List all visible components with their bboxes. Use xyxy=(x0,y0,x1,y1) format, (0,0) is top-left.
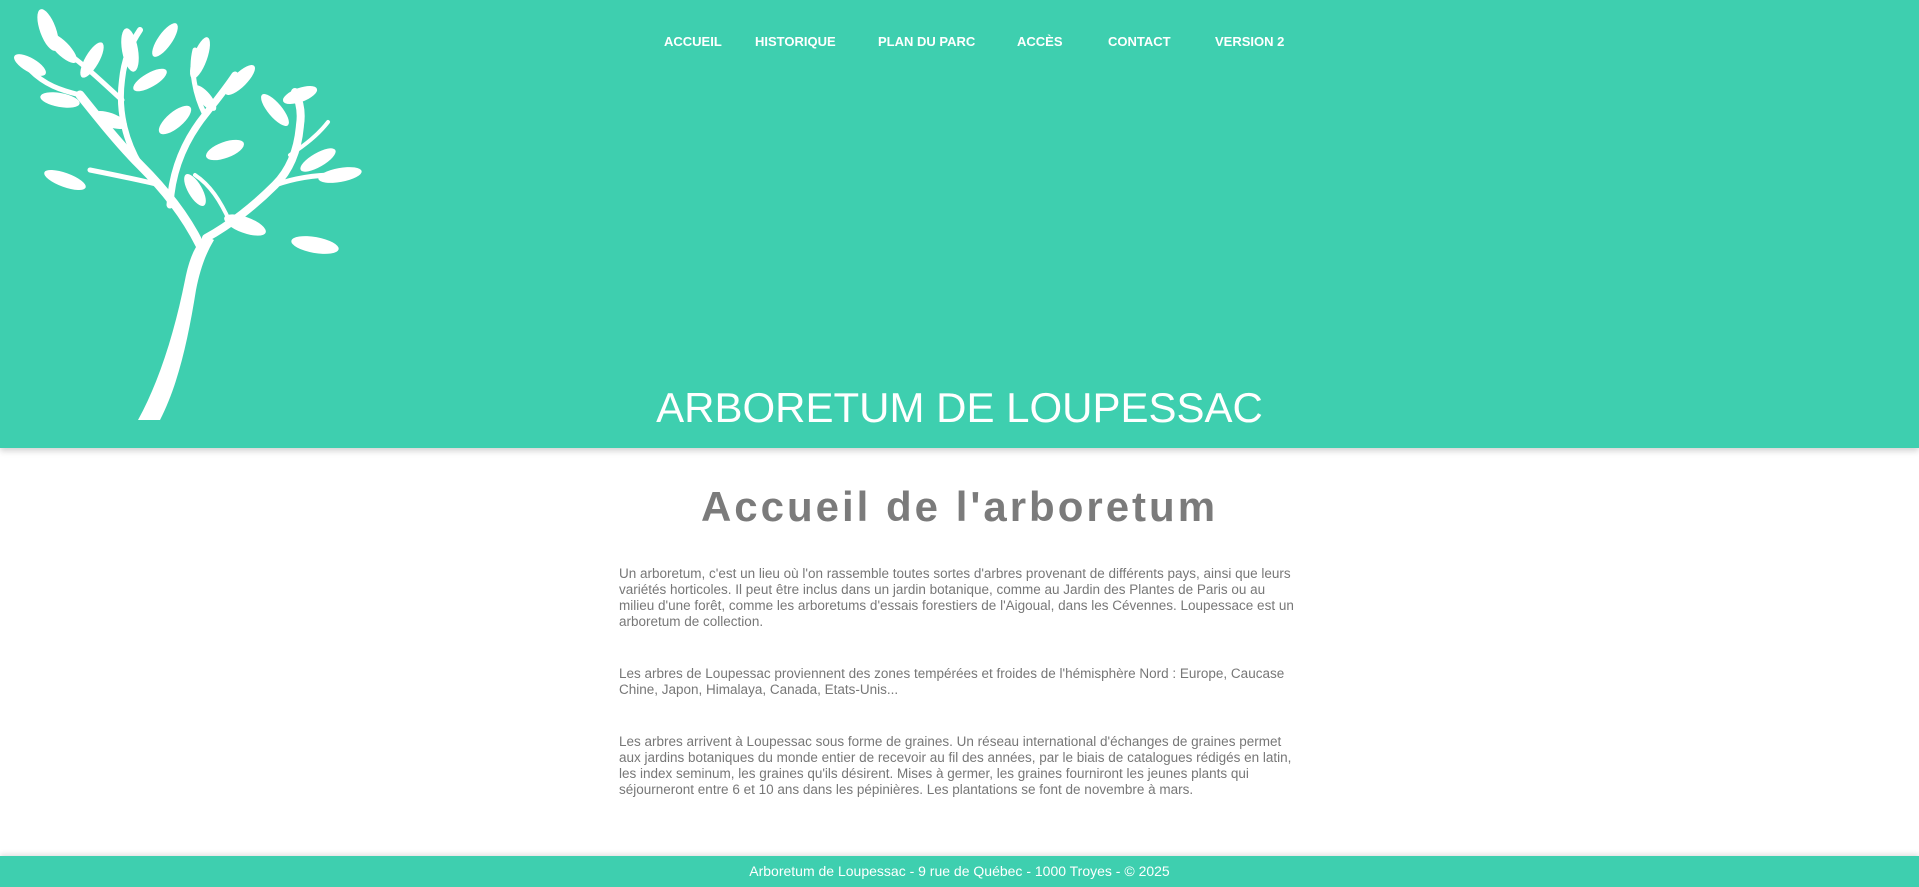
paragraph-seeds: Les arbres arrivent à Loupessac sous forme de graines. Un réseau international d'échanges de graines permet aux jardins botaniques du monde entier de recevoir au fil des années, par le biais de catalogues rédigés en latin, les index seminum, les graines qu'ils désirent. Mises à germer, les graines fourniront les jeunes plants qui séjourneront entre 6 et 10 ans dans les pépinières. Les plantations se font de novembre à mars. xyxy=(619,734,1292,797)
main-nav xyxy=(664,34,1283,50)
nav-item-historique[interactable]: HISTORIQUE xyxy=(755,34,836,49)
main-content xyxy=(0,448,1919,856)
nav-item-accueil[interactable]: ACCUEIL xyxy=(664,34,722,49)
nav-item-plan-du-parc[interactable]: PLAN DU PARC xyxy=(878,34,976,49)
site-footer xyxy=(0,856,1919,887)
nav-item-acces[interactable]: ACCÈS xyxy=(1017,34,1063,49)
paragraph-intro: Un arboretum, c'est un lieu où l'on rassemble toutes sortes d'arbres provenant de différents pays, ainsi que leurs variétés horticoles. Il peut être inclus dans un jardin botanique, comme au Jardin des Plantes de Paris ou au milieu d'une forêt, comme les arboretums d'essais forestiers de l'Aigoual, dans les Cévennes. Loupessace est un arboretum de collection. xyxy=(619,566,1294,629)
page-title: Accueil de l'arboretum xyxy=(700,483,1219,530)
site-title: ARBORETUM DE LOUPESSAC xyxy=(656,384,1263,431)
paragraph-origins: Les arbres de Loupessac proviennent des zones tempérées et froides de l'hémisphère Nord : Europe, Caucase Chine, Japon, Himalaya, Canada, Etats-Unis... xyxy=(619,666,1285,697)
content-text xyxy=(619,566,1303,834)
nav-item-version-2[interactable]: VERSION 2 xyxy=(1215,34,1285,49)
footer-text: Arboretum de Loupessac - 9 rue de Québec - 1000 Troyes - © 2025 xyxy=(749,863,1170,879)
nav-item-contact[interactable]: CONTACT xyxy=(1108,34,1171,49)
tree-icon xyxy=(0,0,380,440)
